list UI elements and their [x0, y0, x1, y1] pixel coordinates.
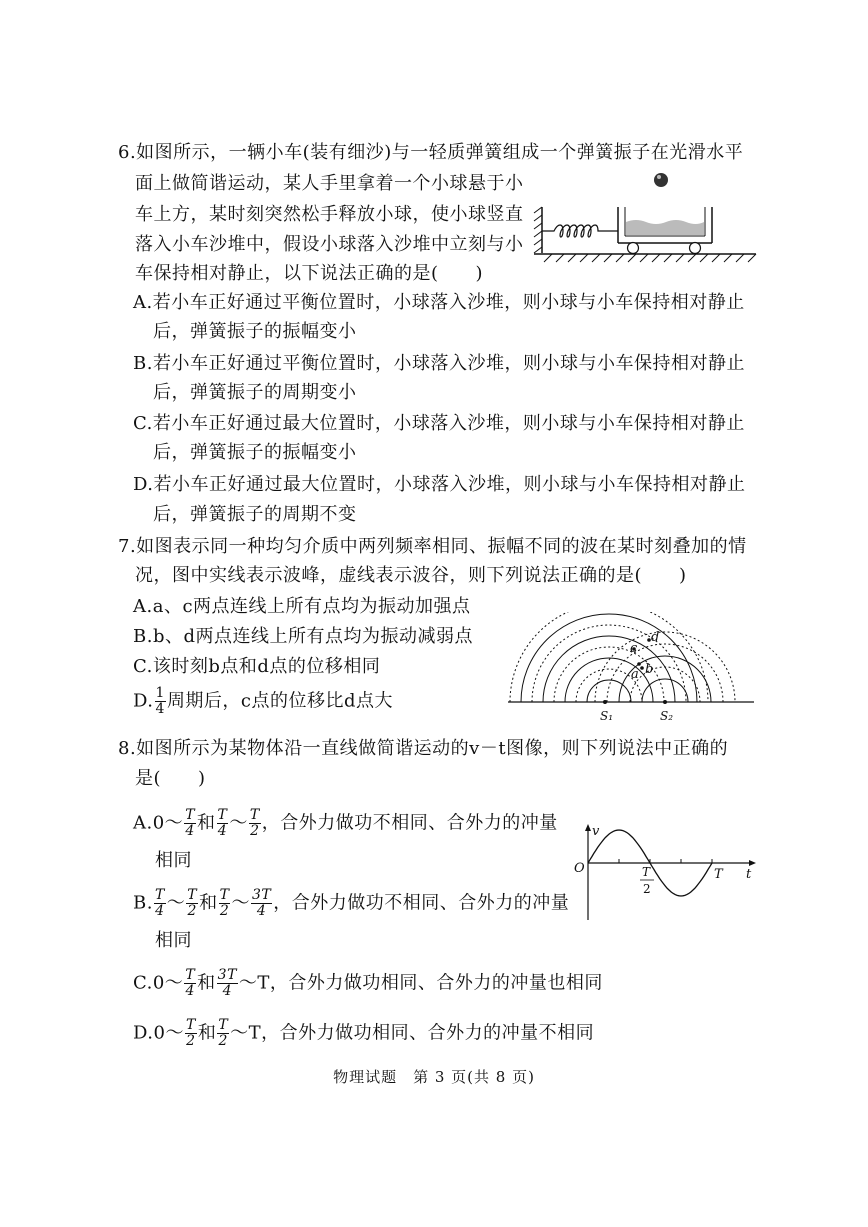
axis-label-t: t — [746, 867, 752, 882]
q6-option-b-line-2: 后，弹簧振子的周期变小 — [153, 382, 357, 403]
q8-option-d: D.0～ $\frac{T}{2}$ 和 $\frac{T}{2}$ ～T，合外力做功相同、合外力的冲量不相同 — [133, 1017, 595, 1049]
wheel-icon — [628, 243, 639, 254]
label-d: d — [651, 630, 660, 645]
q7-option-b: B.b、d两点连线上所有点均为振动减弱点 — [133, 626, 473, 647]
period-label: T — [714, 867, 723, 882]
half-period-num: T — [642, 865, 651, 879]
ball-icon — [654, 173, 668, 187]
q8-option-a: A.0～ $\frac{T}{4}$ 和 $\frac{T}{4}$ ～ $\frac{T}{2}$ ，合外力做功不相同、合外力的冲量 — [133, 807, 558, 839]
q6-option-a-line-2: 后，弹簧振子的振幅变小 — [153, 321, 357, 342]
wheel-icon — [690, 243, 701, 254]
q8-option-b: B. $\frac{T}{4}$ ～ $\frac{T}{2}$ 和 $\frac{T}{2}$ ～ $\frac{3T}{4}$ ，合外力做功不相同、合外力的冲量 — [133, 887, 570, 919]
axis-label-v: v — [592, 824, 600, 839]
v-t-graph — [570, 822, 760, 924]
q8-line-2: 是( ) — [135, 768, 206, 789]
q6-option-c-line-1: C.若小车正好通过最大位置时，小球落入沙堆，则小球与小车保持相对静止 — [133, 413, 745, 434]
q7-line-1: 7.如图表示同一种均匀介质中两列频率相同、振幅不同的波在某时刻叠加的情 — [118, 536, 747, 557]
wave-interference-figure — [506, 612, 756, 724]
q8-option-a-line-2: 相同 — [155, 850, 192, 871]
q8-line-1: 8.如图所示为某物体沿一直线做简谐运动的v－t图像，则下列说法中正确的 — [118, 738, 729, 759]
spring-icon — [542, 225, 618, 237]
q8-option-c: C.0～ $\frac{T}{4}$ 和 $\frac{3T}{4}$ ～T，合外力做功相同、合外力的冲量也相同 — [133, 967, 603, 999]
q6-line-5: 车保持相对静止，以下说法正确的是( ) — [135, 263, 484, 284]
q6-line-1: 6.如图所示，一辆小车(装有细沙)与一轻质弹簧组成一个弹簧振子在光滑水平 — [118, 142, 744, 163]
q6-option-c-line-2: 后，弹簧振子的振幅变小 — [153, 442, 357, 463]
spring-cart-figure — [530, 165, 760, 270]
q7-line-2: 况，图中实线表示波峰，虚线表示波谷，则下列说法正确的是( ) — [135, 565, 687, 586]
q6-line-2: 面上做简谐运动，某人手里拿着一个小球悬于小 — [135, 173, 524, 194]
label-s2: S₂ — [660, 709, 674, 723]
q6-line-4: 落入小车沙堆中，假设小球落入沙堆中立刻与小 — [135, 234, 524, 255]
q6-option-d-line-2: 后，弹簧振子的周期不变 — [153, 504, 357, 525]
q6-option-b-line-1: B.若小车正好通过平衡位置时，小球落入沙堆，则小球与小车保持相对静止 — [133, 353, 745, 374]
q7-option-a: A.a、c两点连线上所有点均为振动加强点 — [133, 596, 471, 617]
label-a: a — [631, 667, 639, 682]
q6-option-a-line-1: A.若小车正好通过平衡位置时，小球落入沙堆，则小球与小车保持相对静止 — [133, 292, 745, 313]
q6-option-d-line-1: D.若小车正好通过最大位置时，小球落入沙堆，则小球与小车保持相对静止 — [133, 474, 746, 495]
origin-label: O — [574, 861, 585, 876]
q6-line-3: 车上方，某时刻突然松手释放小球，使小球竖直 — [135, 204, 524, 225]
label-c: c — [630, 641, 638, 656]
q7-option-d: D. $\frac{1}{4}$ 周期后，c点的位移比d点大 — [133, 685, 394, 717]
q7-option-c: C.该时刻b点和d点的位移相同 — [133, 656, 381, 677]
q8-option-b-line-2: 相同 — [155, 930, 192, 951]
label-s1: S₁ — [600, 709, 614, 723]
half-period-den: 2 — [643, 882, 651, 896]
label-b: b — [645, 662, 654, 677]
page-footer: 物理试题 第 3 页(共 8 页) — [333, 1068, 535, 1086]
sand-pile — [626, 220, 704, 235]
